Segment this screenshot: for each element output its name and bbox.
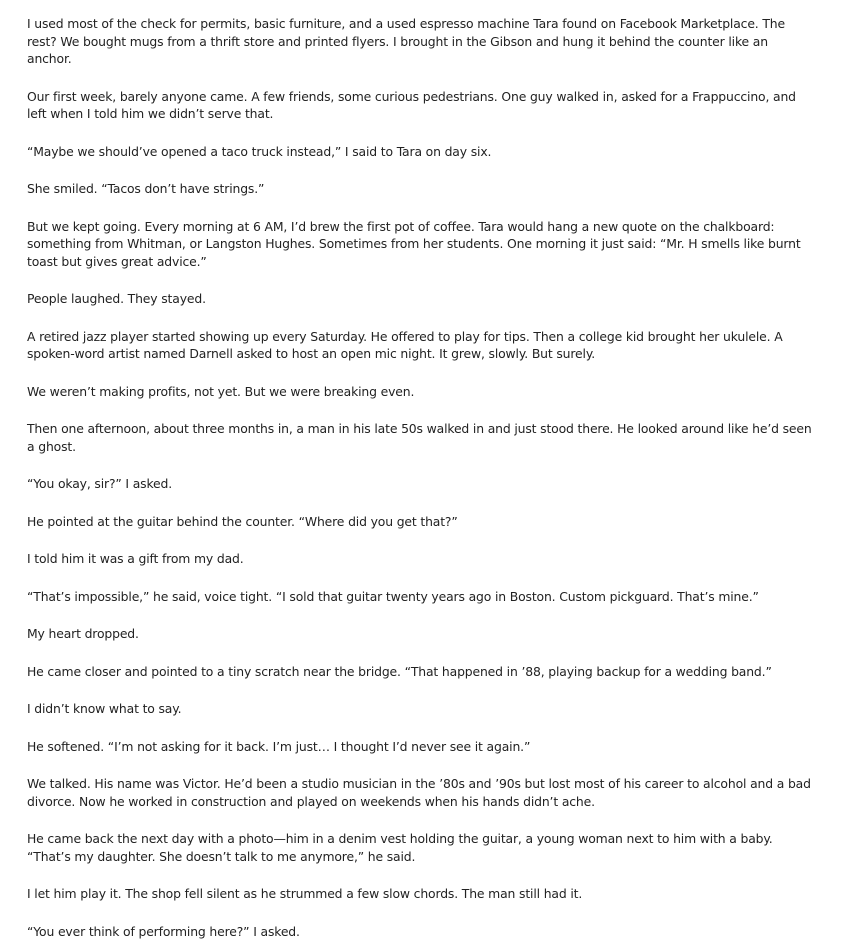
paragraph: He pointed at the guitar behind the counter. “Where did you get that?” (27, 513, 816, 531)
paragraph: He came closer and pointed to a tiny scratch near the bridge. “That happened in ’88, playing backup for a wedding band.” (27, 663, 816, 681)
paragraph: I let him play it. The shop fell silent as he strummed a few slow chords. The man still had it. (27, 885, 816, 903)
paragraph: We talked. His name was Victor. He’d been a studio musician in the ’80s and ’90s but lost most of his career to alcohol and a bad divorce. Now he worked in construction and played on weekends when his hands didn’t ache. (27, 775, 816, 810)
paragraph: “Maybe we should’ve opened a taco truck instead,” I said to Tara on day six. (27, 143, 816, 161)
paragraph: A retired jazz player started showing up every Saturday. He offered to play for tips. Then a college kid brought her ukulele. A spoken-word artist named Darnell asked to host an open mic night. It grew, slowly. But surely. (27, 328, 816, 363)
paragraph: We weren’t making profits, not yet. But we were breaking even. (27, 383, 816, 401)
paragraph: I told him it was a gift from my dad. (27, 550, 816, 568)
paragraph: But we kept going. Every morning at 6 AM, I’d brew the first pot of coffee. Tara would hang a new quote on the chalkboard: something from Whitman, or Langston Hughes. Sometimes from her students. One morning it just said: “Mr. H smells like burnt toast but gives great advice.” (27, 218, 816, 271)
paragraph: My heart dropped. (27, 625, 816, 643)
paragraph: “You ever think of performing here?” I asked. (27, 923, 816, 940)
paragraph: Our first week, barely anyone came. A few friends, some curious pedestrians. One guy walked in, asked for a Frappuccino, and left when I told him we didn’t serve that. (27, 88, 816, 123)
paragraph: She smiled. “Tacos don’t have strings.” (27, 180, 816, 198)
paragraph: People laughed. They stayed. (27, 290, 816, 308)
paragraph: He softened. “I’m not asking for it back. I’m just… I thought I’d never see it again.” (27, 738, 816, 756)
paragraph: I didn’t know what to say. (27, 700, 816, 718)
paragraph: “You okay, sir?” I asked. (27, 475, 816, 493)
paragraph: I used most of the check for permits, basic furniture, and a used espresso machine Tara found on Facebook Marketplace. The rest? We bought mugs from a thrift store and printed flyers. I brought in the Gibson and hung it behind the counter like an anchor. (27, 15, 816, 68)
paragraph: He came back the next day with a photo—him in a denim vest holding the guitar, a young woman next to him with a baby. “That’s my daughter. She doesn’t talk to me anymore,” he said. (27, 830, 816, 865)
paragraph: “That’s impossible,” he said, voice tight. “I sold that guitar twenty years ago in Boston. Custom pickguard. That’s mine.” (27, 588, 816, 606)
paragraph: Then one afternoon, about three months in, a man in his late 50s walked in and just stood there. He looked around like he’d seen a ghost. (27, 420, 816, 455)
